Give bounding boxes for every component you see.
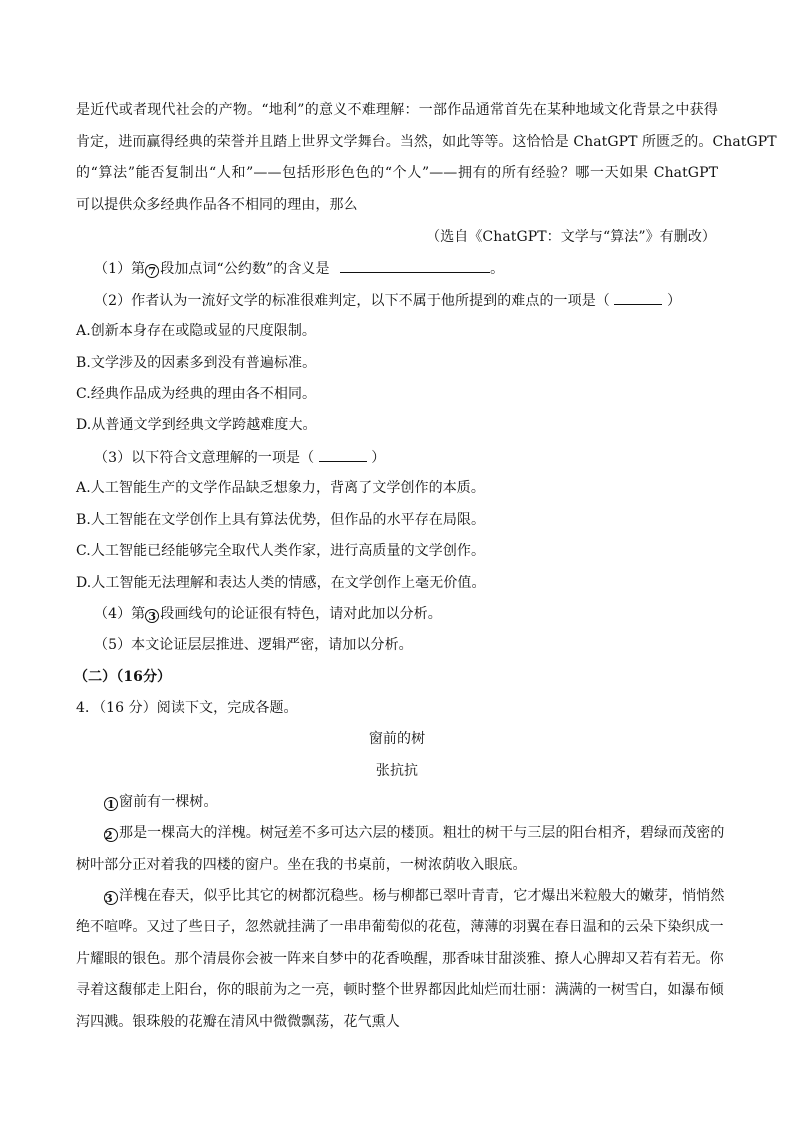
passage-line-3: 的“算法”能否复制出“人和”——包括形形色色的“个人”——拥有的所有经验？哪一天如果 ChatGPT (76, 165, 718, 181)
question-4-text: 段画线句的论证很有特色，请对此加以分析。 (160, 606, 442, 622)
question-5: （5）本文论证层层推进、逻辑严密，请加以分析。 (94, 637, 413, 653)
option-c: C.人工智能已经能够完全取代人类作家，进行高质量的文学创作。 (76, 543, 486, 559)
option-b: B.文学涉及的因素多到没有普遍标准。 (76, 355, 317, 371)
source-citation: （选自《ChatGPT：文学与“算法”》有删改） (426, 229, 716, 245)
section-heading: （二）（16分） (74, 669, 172, 685)
circled-number: 3 (104, 891, 118, 905)
passage-line-2: 肯定，进而赢得经典的荣誉并且踏上世界文学舞台。当然，如此等等。这恰恰是 ChatGPT 所匮乏的。ChatGPT (76, 134, 777, 150)
paragraph-3-line-1 (104, 886, 725, 906)
paragraph-3-line-4: 寻着这馥郁走上阳台，你的眼前为之一亮，顿时整个世界都因此灿烂而壮丽：满满的一树雪白，如瀑布倾 (76, 982, 724, 998)
question-1-text: 段加点词“公约数”的含义是 (160, 261, 330, 277)
question-2-stem: （2）作者认为一流好文学的标准很难判定，以下不属于他所提到的难点的一项是（ (94, 293, 610, 309)
question-1-prefix: （1）第 (94, 261, 146, 277)
circled-number: 1 (104, 797, 118, 811)
option-a: A.创新本身存在或隐或显的尺度限制。 (76, 323, 316, 339)
paragraph-2-text-1: 那是一棵高大的洋槐。树冠差不多可达六层的楼顶。粗壮的树干与三层的阳台相齐，碧绿而茂密的 (119, 825, 725, 841)
answer-blank[interactable] (614, 290, 662, 305)
paragraph-3-line-3: 片耀眼的银色。那个清晨你会被一阵来自梦中的花香唤醒，那香味甘甜淡雅、撩人心脾却又若有若无。你 (76, 951, 724, 967)
circled-number: 3 (145, 609, 159, 623)
paragraph-3-line-2: 绝不喧哗。又过了些日子，忽然就挂满了一串串葡萄似的花苞，薄薄的羽翼在春日温和的云朵下染织成一 (76, 919, 724, 935)
question-3 (94, 447, 718, 468)
circled-number: 2 (104, 828, 118, 842)
article-title: 窗前的树 (368, 731, 426, 747)
paragraph-1 (104, 792, 718, 812)
question-3-stem: （3）以下符合文意理解的一项是（ (94, 450, 315, 466)
option-c: C.经典作品成为经典的理由各不相同。 (76, 386, 317, 402)
circled-number: 7 (145, 264, 159, 278)
question-4 (94, 604, 718, 624)
question-1-end: 。 (490, 261, 505, 277)
question-1 (94, 258, 718, 279)
question-intro: 4．（16 分）阅读下文，完成各题。 (76, 700, 298, 716)
article-author: 张抗抗 (375, 763, 419, 779)
paragraph-2-line-2: 树叶部分正对着我的四楼的窗户。坐在我的书桌前，一树浓荫收入眼底。 (76, 857, 527, 873)
option-d: D.从普通文学到经典文学跨越难度大。 (76, 417, 317, 433)
passage-line-4: 可以提供众多经典作品各不相同的理由，那么 (76, 197, 358, 213)
paragraph-2-line-1 (104, 823, 725, 843)
answer-blank[interactable] (340, 258, 490, 273)
question-2 (94, 290, 718, 311)
paragraph-3-line-5: 泻四溅。银珠般的花瓣在清风中微微飘荡，花气熏人 (76, 1014, 400, 1030)
passage-line-1: 是近代或者现代社会的产物。“地利”的意义不难理解：一部作品通常首先在某种地域文化背景之中获得 (76, 102, 718, 118)
option-a: A.人工智能生产的文学作品缺乏想象力，背离了文学创作的本质。 (76, 480, 485, 496)
answer-blank[interactable] (319, 447, 367, 462)
paragraph-1-text: 窗前有一棵树。 (119, 794, 218, 810)
paragraph-3-text-1: 洋槐在春天，似乎比其它的树都沉稳些。杨与柳都已翠叶青青，它才爆出米粒般大的嫩芽，悄悄然 (119, 888, 725, 904)
option-b: B.人工智能在文学创作上具有算法优势，但作品的水平存在局限。 (76, 512, 486, 528)
option-d: D.人工智能无法理解和表达人类的情感，在文学创作上毫无价值。 (76, 575, 486, 591)
question-4-prefix: （4）第 (94, 606, 146, 622)
question-2-stem-end: ） (666, 293, 682, 309)
question-3-stem-end: ） (371, 450, 386, 466)
